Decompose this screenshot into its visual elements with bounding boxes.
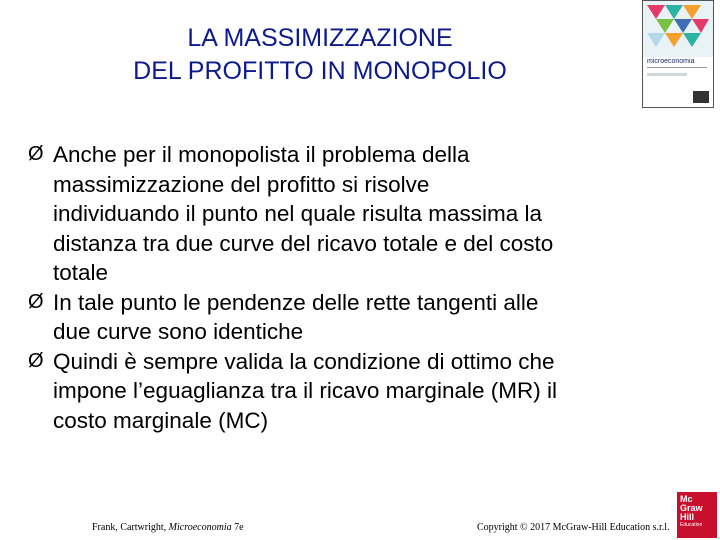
bullet-line: impone l’eguaglianza tra il ricavo marginale (MR) il [53, 378, 557, 403]
mcgraw-hill-logo [677, 492, 717, 538]
bullet-line: Quindi è sempre valida la condizione di ottimo che [53, 348, 555, 374]
bullet-line: In tale punto le pendenze delle rette tangenti alle [53, 289, 539, 315]
bullet-arrow-icon: Ø [28, 290, 44, 313]
bullet-line: due curve sono identiche [53, 319, 304, 344]
footer-book-title: Microeconomia [168, 522, 232, 533]
book-cover-title: microeconomia [647, 58, 695, 65]
logo-line: Graw [680, 503, 703, 513]
logo-line: Mc [680, 494, 693, 504]
footer-citation [92, 522, 244, 533]
logo-line: Hill [680, 512, 695, 522]
book-cover-image [642, 0, 714, 108]
bullet-line: totale [53, 260, 109, 285]
title-line-2: DEL PROFITTO IN MONOPOLIO [133, 57, 507, 85]
slide-title [40, 22, 600, 88]
title-line-1: LA MASSIMIZZAZIONE [187, 24, 453, 52]
footer-edition: 7e [231, 522, 244, 533]
footer-authors: Frank, Cartwright, [92, 522, 169, 533]
book-cover-graphic [643, 1, 713, 107]
bullet-line: massimizzazione del profitto si risolve [53, 171, 430, 197]
bullet-line: Anche per il monopolista il problema della [53, 142, 470, 167]
bullet-line: costo marginale (MC) [53, 407, 269, 433]
bullet-item [28, 288, 698, 347]
bullet-item [28, 347, 698, 436]
bullet-arrow-icon: Ø [28, 143, 44, 165]
bullet-arrow-icon: Ø [28, 349, 44, 372]
logo-line: Education [680, 522, 703, 528]
bullet-line: distanza tra due curve del ricavo totale e del costo [53, 230, 554, 256]
footer-copyright: Copyright © 2017 McGraw-Hill Education s.r.l. [477, 522, 670, 533]
bullet-list [28, 140, 698, 435]
bullet-line: individuando il punto nel quale risulta massima la [53, 201, 543, 226]
bullet-item [28, 140, 698, 288]
